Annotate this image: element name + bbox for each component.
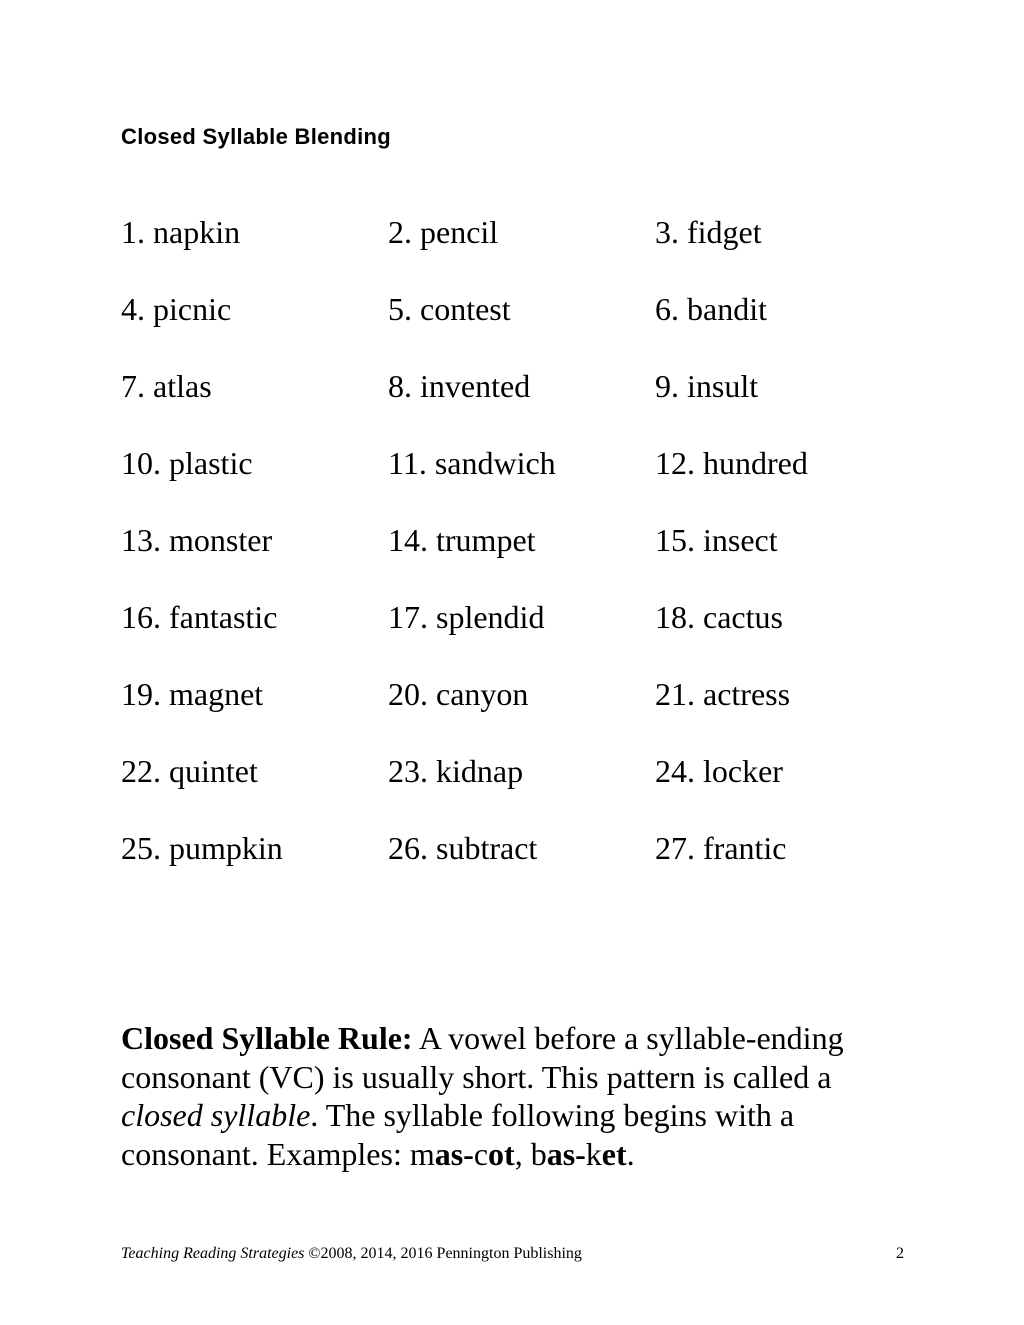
word-item: 25. pumpkin [121,830,283,866]
word-item: 20. canyon [388,676,529,712]
word-item: 11. sandwich [388,445,556,481]
word-item: 23. kidnap [388,753,524,789]
example-mascot [410,1136,515,1172]
word-item: 18. cactus [655,599,783,635]
example-part: k [585,1135,602,1172]
word-item: 26. subtract [388,830,538,866]
word-item: 13. monster [121,522,273,558]
word-item: 14. trumpet [388,522,536,558]
word-item: 21. actress [655,676,791,712]
example-part: m [409,1135,435,1172]
rule-paragraph [121,1019,921,1173]
word-item: 10. plastic [121,445,253,481]
word-item: 2. pencil [388,214,499,250]
word-item: 4. picnic [121,291,232,327]
word-item: 22. quintet [121,753,258,789]
example-part: et [601,1135,627,1172]
word-item: 3. fidget [655,214,762,250]
word-item: 27. frantic [655,830,787,866]
word-item: 9. insult [655,368,759,404]
example-part: c [473,1135,489,1172]
word-item: 12. hundred [655,445,808,481]
word-item: 17. splendid [388,599,545,635]
rule-text: A vowel before a syllable-ending consonant (VC) is usually short. This pattern is called a [121,1020,844,1095]
word-item: 5. contest [388,291,511,327]
word-item: 16. fantastic [121,599,278,635]
rule-end: . [626,1135,635,1172]
page-title: Closed Syllable Blending [121,124,392,149]
word-grid [121,210,941,903]
copyright-text: ©2008, 2014, 2016 Pennington Publishing [304,1245,582,1262]
example-separator: , [514,1135,531,1172]
example-part: ot [488,1135,515,1172]
page-number: 2 [896,1245,904,1262]
rule-term: closed syllable [121,1097,311,1133]
word-item: 15. insect [655,522,778,558]
footer-credit [121,1245,582,1263]
book-title: Teaching Reading Strategies [121,1245,305,1262]
example-part: as- [546,1135,586,1172]
word-item: 6. bandit [655,291,767,327]
example-basket [531,1136,627,1172]
word-item: 1. napkin [121,214,241,250]
word-item: 7. atlas [121,368,212,404]
rule-label: Closed Syllable Rule: [121,1020,413,1056]
example-part: as- [434,1135,474,1172]
rule-text: . The syllable following begins with a consonant. Examples: [121,1097,795,1172]
word-item: 19. magnet [121,676,264,712]
word-item: 24. locker [655,753,783,789]
word-item: 8. invented [388,368,531,404]
example-part: b [530,1135,547,1172]
